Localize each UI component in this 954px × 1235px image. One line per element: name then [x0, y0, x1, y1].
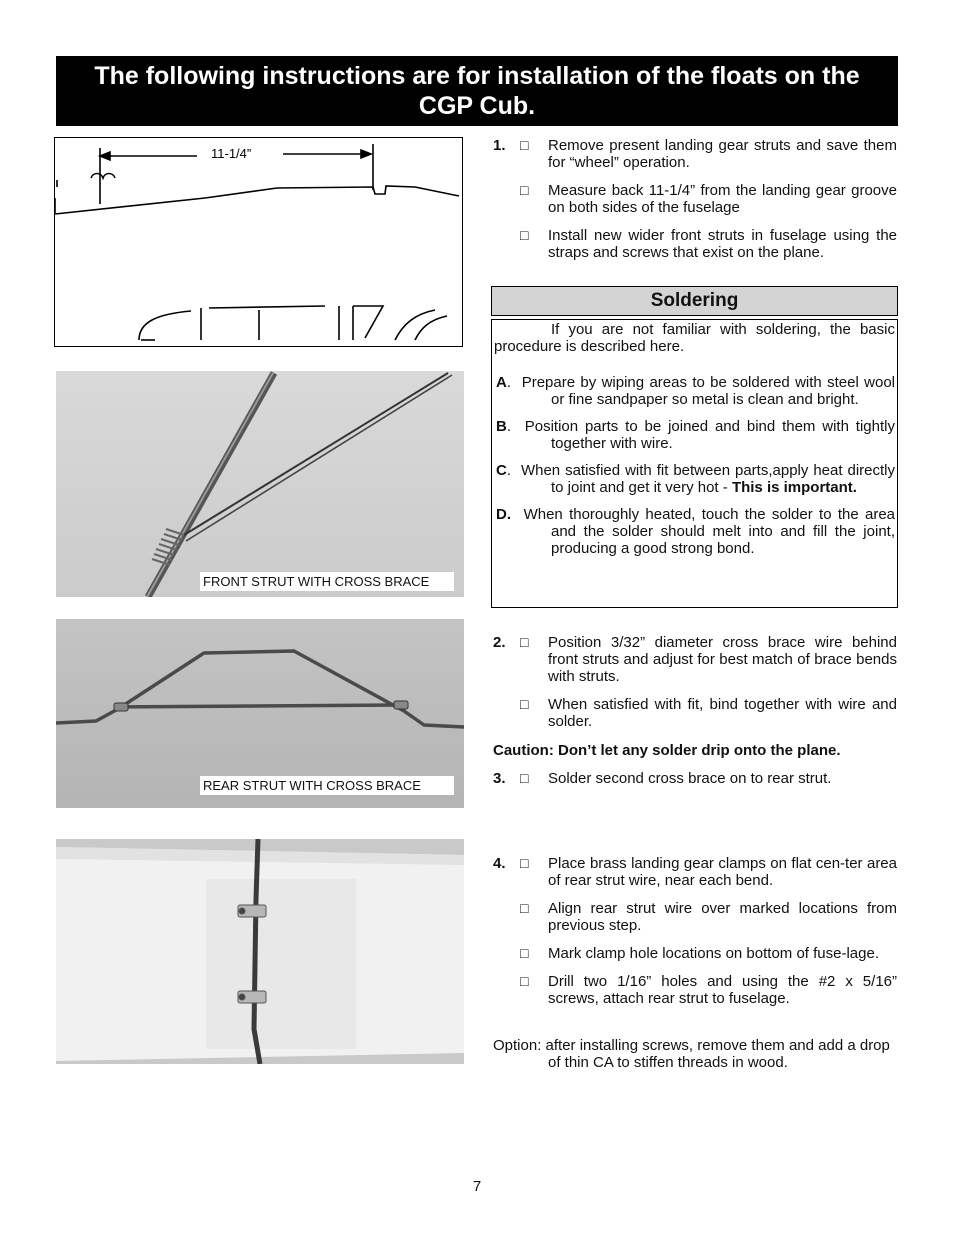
soldering-step-a: A. Prepare by wiping areas to be soldered with steel wool or fine sandpaper so metal is clean and bright.: [496, 374, 895, 408]
soldering-heading: Soldering: [491, 286, 898, 316]
rear-strut-photo: [56, 619, 464, 808]
step-3-number: 3.: [493, 770, 506, 787]
checkbox-icon[interactable]: □: [520, 137, 529, 153]
step-4b-text: Align rear strut wire over marked locations from previous step.: [548, 900, 897, 934]
step-1-number: 1.: [493, 137, 506, 154]
step-1a-text: Remove present landing gear struts and save them for “wheel” operation.: [548, 137, 897, 171]
checkbox-icon[interactable]: □: [520, 227, 529, 243]
soldering-step-c: C. When satisfied with fit between parts,apply heat directly to joint and get it very hot - This is important.: [496, 462, 895, 496]
checkbox-icon[interactable]: □: [520, 182, 529, 198]
checkbox-icon[interactable]: □: [520, 973, 529, 989]
step-3a-text: Solder second cross brace on to rear strut.: [548, 770, 832, 787]
step-4-number: 4.: [493, 855, 506, 872]
step-1b-text: Measure back 11-1/4” from the landing gear groove on both sides of the fuselage: [548, 182, 897, 216]
rear-strut-caption: REAR STRUT WITH CROSS BRACE: [200, 776, 454, 795]
checkbox-icon[interactable]: □: [520, 770, 529, 786]
step-2a-text: Position 3/32” diameter cross brace wire behind front struts and adjust for best match of brace bends with struts.: [548, 634, 897, 685]
fuselage-clamp-drawing: [56, 839, 464, 1064]
checkbox-icon[interactable]: □: [520, 900, 529, 916]
soldering-step-b: B. Position parts to be joined and bind them with tightly together with wire.: [496, 418, 895, 452]
diagram-drawing: [55, 138, 461, 345]
step-4: [493, 855, 897, 1007]
checkbox-icon[interactable]: □: [520, 634, 529, 650]
front-strut-photo: [56, 371, 464, 597]
page-number: 7: [472, 1178, 482, 1195]
checkbox-icon[interactable]: □: [520, 696, 529, 712]
checkbox-icon[interactable]: □: [520, 855, 529, 871]
checkbox-icon[interactable]: □: [520, 945, 529, 961]
step-1: [493, 137, 897, 261]
front-strut-drawing: [56, 371, 464, 597]
option-note: Option: after installing screws, remove them and add a drop of thin CA to stiffen threads in wood.: [493, 1037, 890, 1071]
step-2-number: 2.: [493, 634, 506, 651]
page-title: The following instructions are for installation of the floats on the CGP Cub.: [56, 56, 898, 126]
step-2b-text: When satisfied with fit, bind together with wire and solder.: [548, 696, 897, 730]
front-strut-caption: FRONT STRUT WITH CROSS BRACE: [200, 572, 454, 591]
soldering-step-d: D. When thoroughly heated, touch the solder to the area and the solder should melt into and fill the joint, producing a good strong bond.: [496, 506, 895, 557]
step-1c-text: Install new wider front struts in fuselage using the straps and screws that exist on the plane.: [548, 227, 897, 261]
caution-text: Caution: Don’t let any solder drip onto the plane.: [493, 742, 841, 759]
fuselage-measurement-diagram: [54, 137, 463, 347]
step-2: [493, 634, 897, 730]
measurement-label: 11-1/4”: [211, 146, 252, 161]
soldering-intro: If you are not familiar with soldering, the basic procedure is described here.: [494, 321, 895, 355]
fuselage-clamp-photo: [56, 839, 464, 1064]
soldering-box: [491, 319, 898, 608]
step-4a-text: Place brass landing gear clamps on flat cen-ter area of rear strut wire, near each bend.: [548, 855, 897, 889]
step-4c-text: Mark clamp hole locations on bottom of fuse-lage.: [548, 945, 880, 962]
step-4d-text: Drill two 1/16” holes and using the #2 x 5/16” screws, attach rear strut to fuselage.: [548, 973, 897, 1007]
step-3: [493, 770, 897, 787]
